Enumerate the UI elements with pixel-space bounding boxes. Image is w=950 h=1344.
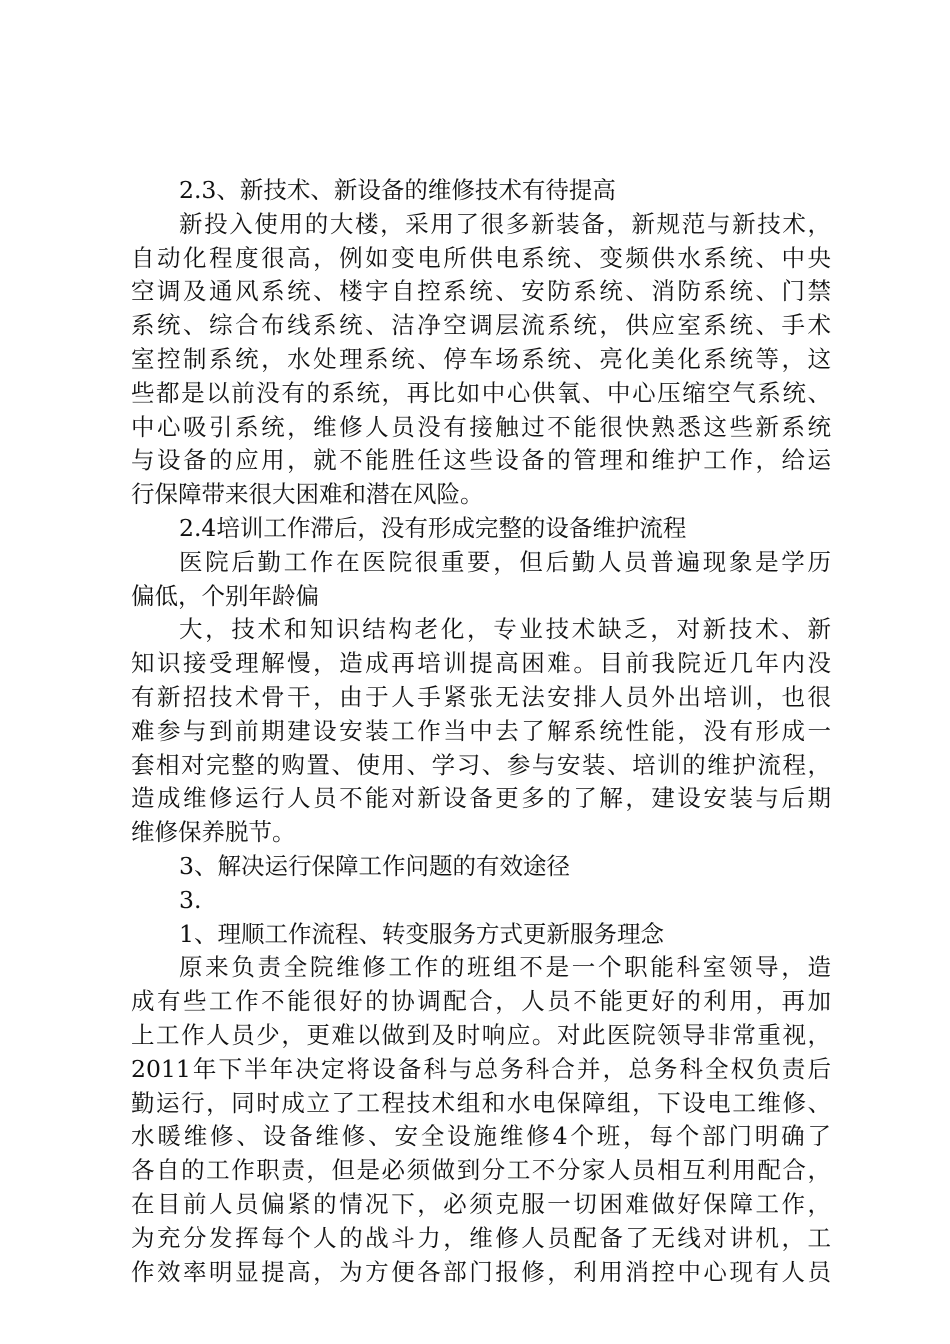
text-line: 套相对完整的购置、使用、学习、参与安装、培训的维护流程， [131, 750, 831, 779]
text-line: 2.3、新技术、新设备的维修技术有待提高 [179, 176, 616, 204]
text-line: 各自的工作职责，但是必须做到分工不分家人员相互利用配合， [131, 1156, 831, 1185]
text-line: 2011年下半年决定将设备科与总务科合并，总务科全权负责后 [131, 1054, 831, 1083]
text-line: 3. [179, 885, 202, 914]
text-line: 水暖维修、设备维修、安全设施维修4个班，每个部门明确了 [131, 1122, 831, 1151]
text-line: 上工作人员少，更难以做到及时响应。对此医院领导非常重视， [131, 1020, 831, 1049]
text-line: 3、解决运行保障工作问题的有效途径 [179, 851, 570, 880]
text-line: 室控制系统，水处理系统、停车场系统、亮化美化系统等，这 [131, 344, 831, 373]
text-line: 空调及通风系统、楼宇自控系统、安防系统、消防系统、门禁 [131, 277, 831, 306]
text-line: 些都是以前没有的系统，再比如中心供氧、中心压缩空气系统、 [131, 378, 831, 407]
text-line: 作效率明显提高，为方便各部门报修，利用消控中心现有人员 [131, 1257, 831, 1286]
text-line: 新投入使用的大楼，采用了很多新装备，新规范与新技术， [179, 209, 831, 238]
text-line: 在目前人员偏紧的情况下，必须克服一切困难做好保障工作， [131, 1189, 831, 1218]
text-line: 勤运行，同时成立了工程技术组和水电保障组，下设电工维修、 [131, 1088, 831, 1117]
text-line: 成有些工作不能很好的协调配合，人员不能更好的利用，再加 [131, 987, 831, 1016]
text-line: 难参与到前期建设安装工作当中去了解系统性能，没有形成一 [131, 716, 831, 745]
text-line: 医院后勤工作在医院很重要，但后勤人员普遍现象是学历 [179, 547, 831, 576]
text-line: 行保障带来很大困难和潜在风险。 [131, 480, 484, 509]
text-line: 与设备的应用，就不能胜任这些设备的管理和维护工作，给运 [131, 446, 831, 475]
text-line: 1、理顺工作流程、转变服务方式更新服务理念 [179, 919, 664, 948]
text-line: 系统、综合布线系统、洁净空调层流系统，供应室系统、手术 [131, 311, 831, 340]
document-body [131, 174, 831, 1289]
text-line: 造成维修运行人员不能对新设备更多的了解，建设安装与后期 [131, 784, 831, 813]
text-line: 中心吸引系统，维修人员没有接触过不能很快熟悉这些新系统 [131, 412, 831, 441]
text-line: 原来负责全院维修工作的班组不是一个职能科室领导，造 [179, 953, 831, 982]
text-line: 为充分发挥每个人的战斗力，维修人员配备了无线对讲机，工 [131, 1223, 831, 1252]
text-line: 2.4培训工作滞后，没有形成完整的设备维护流程 [179, 513, 687, 542]
text-line: 自动化程度很高，例如变电所供电系统、变频供水系统、中央 [131, 243, 831, 272]
text-line: 大，技术和知识结构老化，专业技术缺乏，对新技术、新 [179, 615, 831, 644]
text-line: 知识接受理解慢，造成再培训提高困难。目前我院近几年内没 [131, 649, 831, 678]
text-line: 有新招技术骨干，由于人手紧张无法安排人员外出培训，也很 [131, 682, 831, 711]
text-line: 偏低，个别年龄偏 [131, 581, 319, 610]
text-line: 维修保养脱节。 [131, 818, 296, 847]
